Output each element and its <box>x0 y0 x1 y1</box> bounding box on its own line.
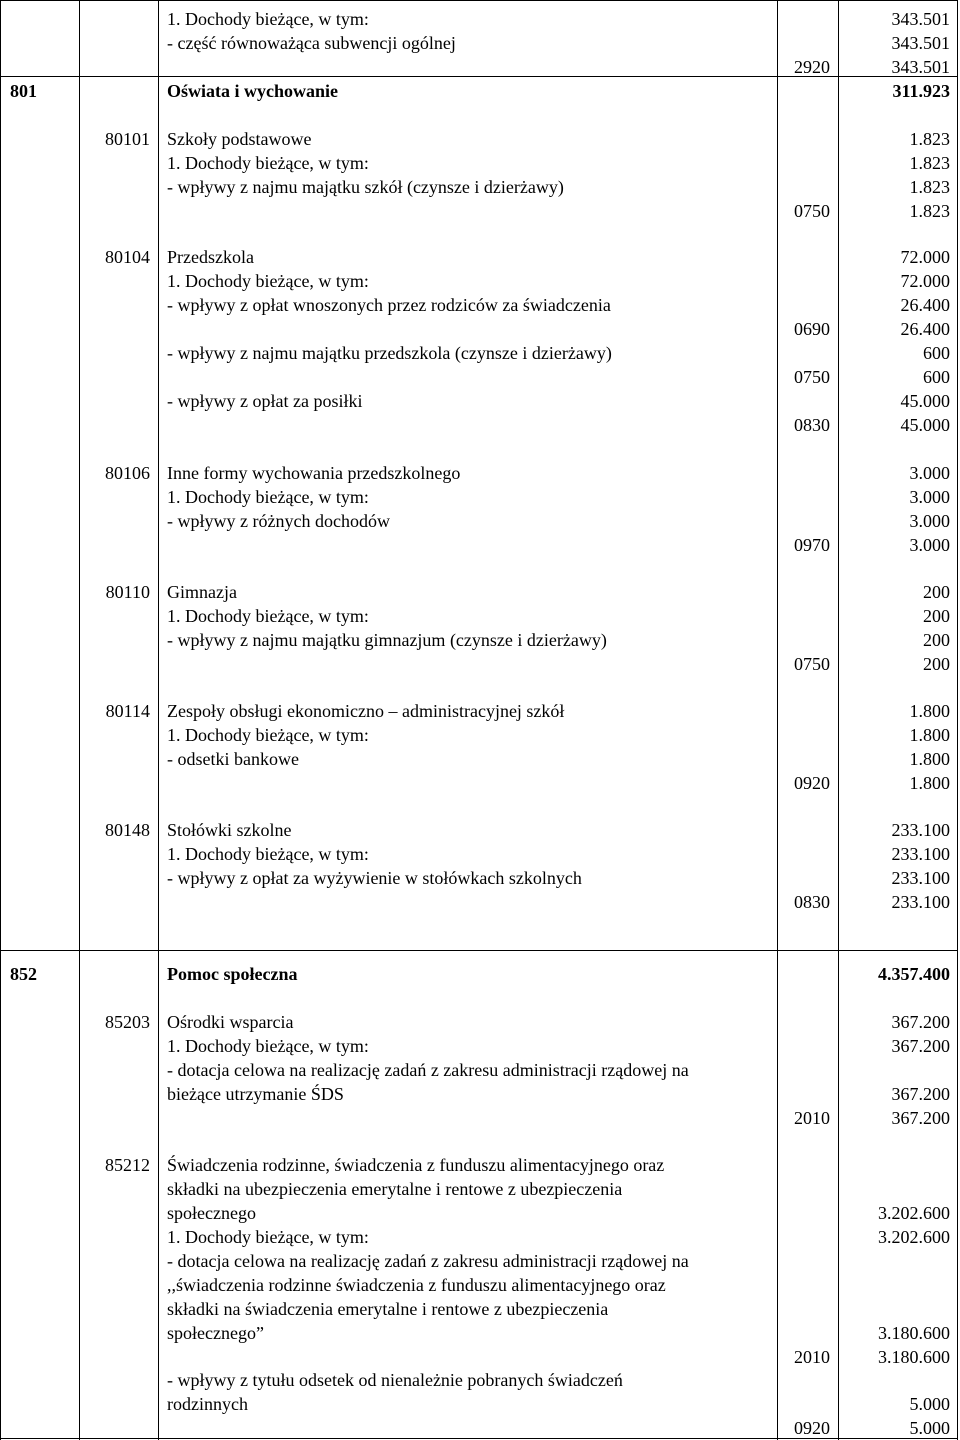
paragraph-code: 0920 <box>794 773 830 793</box>
line-text: - wpływy z najmu majątku szkół (czynsze i dzierżawy) <box>167 177 564 197</box>
line-amount: 367.200 <box>891 1036 950 1056</box>
line-amount: 200 <box>923 630 950 650</box>
column-rule-name <box>777 0 778 1440</box>
line-amount: 26.400 <box>900 319 950 339</box>
line-text: - dotacja celowa na realizację zadań z zakresu administracji rządowej na <box>167 1251 689 1271</box>
line-amount: 45.000 <box>900 415 950 435</box>
line-text: - wpływy z opłat za wyżywienie w stołówkach szkolnych <box>167 868 582 888</box>
line-text: - wpływy z tytułu odsetek od nienależnie pobranych świadczeń <box>167 1370 623 1390</box>
chapter-name: Inne formy wychowania przedszkolnego <box>167 463 461 483</box>
line-amount: 1.823 <box>909 201 950 221</box>
paragraph-code: 0970 <box>794 535 830 555</box>
column-rule-chapter <box>158 0 159 1440</box>
row-rule-852 <box>0 950 958 951</box>
chapter-name: Zespoły obsługi ekonomiczno – administracyjnej szkół <box>167 701 565 721</box>
line-text: rodzinnych <box>167 1394 248 1414</box>
paragraph-code: 0750 <box>794 654 830 674</box>
chapter-amount: 1.800 <box>909 701 950 721</box>
line-text: społecznego” <box>167 1323 264 1343</box>
section-total: 311.923 <box>892 81 950 101</box>
chapter-code: 80110 <box>105 582 150 602</box>
line-amount: 343.501 <box>891 33 950 53</box>
line-amount: 3.000 <box>909 487 950 507</box>
paragraph-code: 0750 <box>794 201 830 221</box>
line-amount: 233.100 <box>891 868 950 888</box>
chapter-amount: 3.000 <box>909 463 950 483</box>
line-amount: 200 <box>923 654 950 674</box>
line-amount: 26.400 <box>900 295 950 315</box>
section-title: Pomoc społeczna <box>167 964 298 984</box>
section-code: 801 <box>10 81 37 101</box>
paragraph-code: 0830 <box>794 892 830 912</box>
section-title: Oświata i wychowanie <box>167 81 338 101</box>
line-amount: 1.800 <box>909 725 950 745</box>
paragraph-code: 0830 <box>794 415 830 435</box>
line-amount: 1.800 <box>909 749 950 769</box>
column-rule-paragraph <box>838 0 839 1440</box>
line-text: - dotacja celowa na realizację zadań z zakresu administracji rządowej na <box>167 1060 689 1080</box>
chapter-amount: 3.202.600 <box>878 1203 950 1223</box>
line-text: 1. Dochody bieżące, w tym: <box>167 606 369 626</box>
line-text: 1. Dochody bieżące, w tym: <box>167 9 369 29</box>
line-text: - wpływy z opłat wnoszonych przez rodziców za świadczenia <box>167 295 611 315</box>
chapter-code: 85212 <box>105 1155 150 1175</box>
line-amount: 343.501 <box>891 57 950 77</box>
section-total: 4.357.400 <box>878 964 950 984</box>
paragraph-code: 0920 <box>794 1418 830 1438</box>
line-text: składki na świadczenia emerytalne i rentowe z ubezpieczenia <box>167 1299 609 1319</box>
chapter-name: Gimnazja <box>167 582 237 602</box>
chapter-name: Stołówki szkolne <box>167 820 292 840</box>
line-text: 1. Dochody bieżące, w tym: <box>167 271 369 291</box>
line-amount: 1.800 <box>909 773 950 793</box>
chapter-amount: 233.100 <box>891 820 950 840</box>
line-amount: 600 <box>923 367 950 387</box>
line-text: - część równoważąca subwencji ogólnej <box>167 33 456 53</box>
chapter-code: 80148 <box>105 820 150 840</box>
chapter-name-line: Świadczenia rodzinne, świadczenia z funduszu alimentacyjnego oraz <box>167 1155 665 1175</box>
line-amount: 1.823 <box>909 177 950 197</box>
chapter-code: 80104 <box>105 247 150 267</box>
paragraph-code: 0750 <box>794 367 830 387</box>
line-text: - wpływy z różnych dochodów <box>167 511 390 531</box>
line-text: 1. Dochody bieżące, w tym: <box>167 844 369 864</box>
line-text: ,,świadczenia rodzinne świadczenia z funduszu alimentacyjnego oraz <box>167 1275 666 1295</box>
paragraph-code: 2920 <box>794 57 830 77</box>
line-text: 1. Dochody bieżące, w tym: <box>167 487 369 507</box>
line-amount: 3.180.600 <box>878 1323 950 1343</box>
line-amount: 45.000 <box>900 391 950 411</box>
line-text: 1. Dochody bieżące, w tym: <box>167 1227 369 1247</box>
paragraph-code: 2010 <box>794 1108 830 1128</box>
line-text: bieżące utrzymanie ŚDS <box>167 1084 344 1104</box>
line-amount: 72.000 <box>900 271 950 291</box>
line-amount: 3.180.600 <box>878 1347 950 1367</box>
line-text: 1. Dochody bieżące, w tym: <box>167 153 369 173</box>
line-text: - wpływy z najmu majątku przedszkola (czynsze i dzierżawy) <box>167 343 612 363</box>
chapter-amount: 1.823 <box>909 129 950 149</box>
line-amount: 3.000 <box>909 511 950 531</box>
chapter-code: 80101 <box>105 129 150 149</box>
chapter-amount: 367.200 <box>891 1012 950 1032</box>
line-text: 1. Dochody bieżące, w tym: <box>167 1036 369 1056</box>
column-rule-section <box>79 0 80 1440</box>
line-amount: 233.100 <box>891 892 950 912</box>
chapter-name-line: składki na ubezpieczenia emerytalne i rentowe z ubezpieczenia <box>167 1179 623 1199</box>
row-rule-top <box>0 0 958 1</box>
line-text: 1. Dochody bieżące, w tym: <box>167 725 369 745</box>
paragraph-code: 0690 <box>794 319 830 339</box>
chapter-name: Ośrodki wsparcia <box>167 1012 294 1032</box>
chapter-name: Przedszkola <box>167 247 254 267</box>
chapter-code: 85203 <box>105 1012 150 1032</box>
chapter-name-line: społecznego <box>167 1203 256 1223</box>
line-amount: 5.000 <box>909 1394 950 1414</box>
line-amount: 233.100 <box>891 844 950 864</box>
line-amount: 367.200 <box>891 1108 950 1128</box>
chapter-name: Szkoły podstawowe <box>167 129 312 149</box>
column-rule-left <box>0 0 1 1440</box>
line-amount: 343.501 <box>891 9 950 29</box>
chapter-code: 80106 <box>105 463 150 483</box>
line-text: - wpływy z najmu majątku gimnazjum (czynsze i dzierżawy) <box>167 630 607 650</box>
line-amount: 5.000 <box>909 1418 950 1438</box>
line-amount: 3.000 <box>909 535 950 555</box>
paragraph-code: 2010 <box>794 1347 830 1367</box>
line-amount: 200 <box>923 606 950 626</box>
line-amount: 367.200 <box>891 1084 950 1104</box>
line-amount: 1.823 <box>909 153 950 173</box>
chapter-amount: 200 <box>923 582 950 602</box>
line-text: - wpływy z opłat za posiłki <box>167 391 363 411</box>
section-code: 852 <box>10 964 37 984</box>
column-rule-right <box>957 0 958 1440</box>
chapter-code: 80114 <box>105 701 150 721</box>
line-amount: 600 <box>923 343 950 363</box>
chapter-amount: 72.000 <box>900 247 950 267</box>
line-amount: 3.202.600 <box>878 1227 950 1247</box>
line-text: - odsetki bankowe <box>167 749 299 769</box>
